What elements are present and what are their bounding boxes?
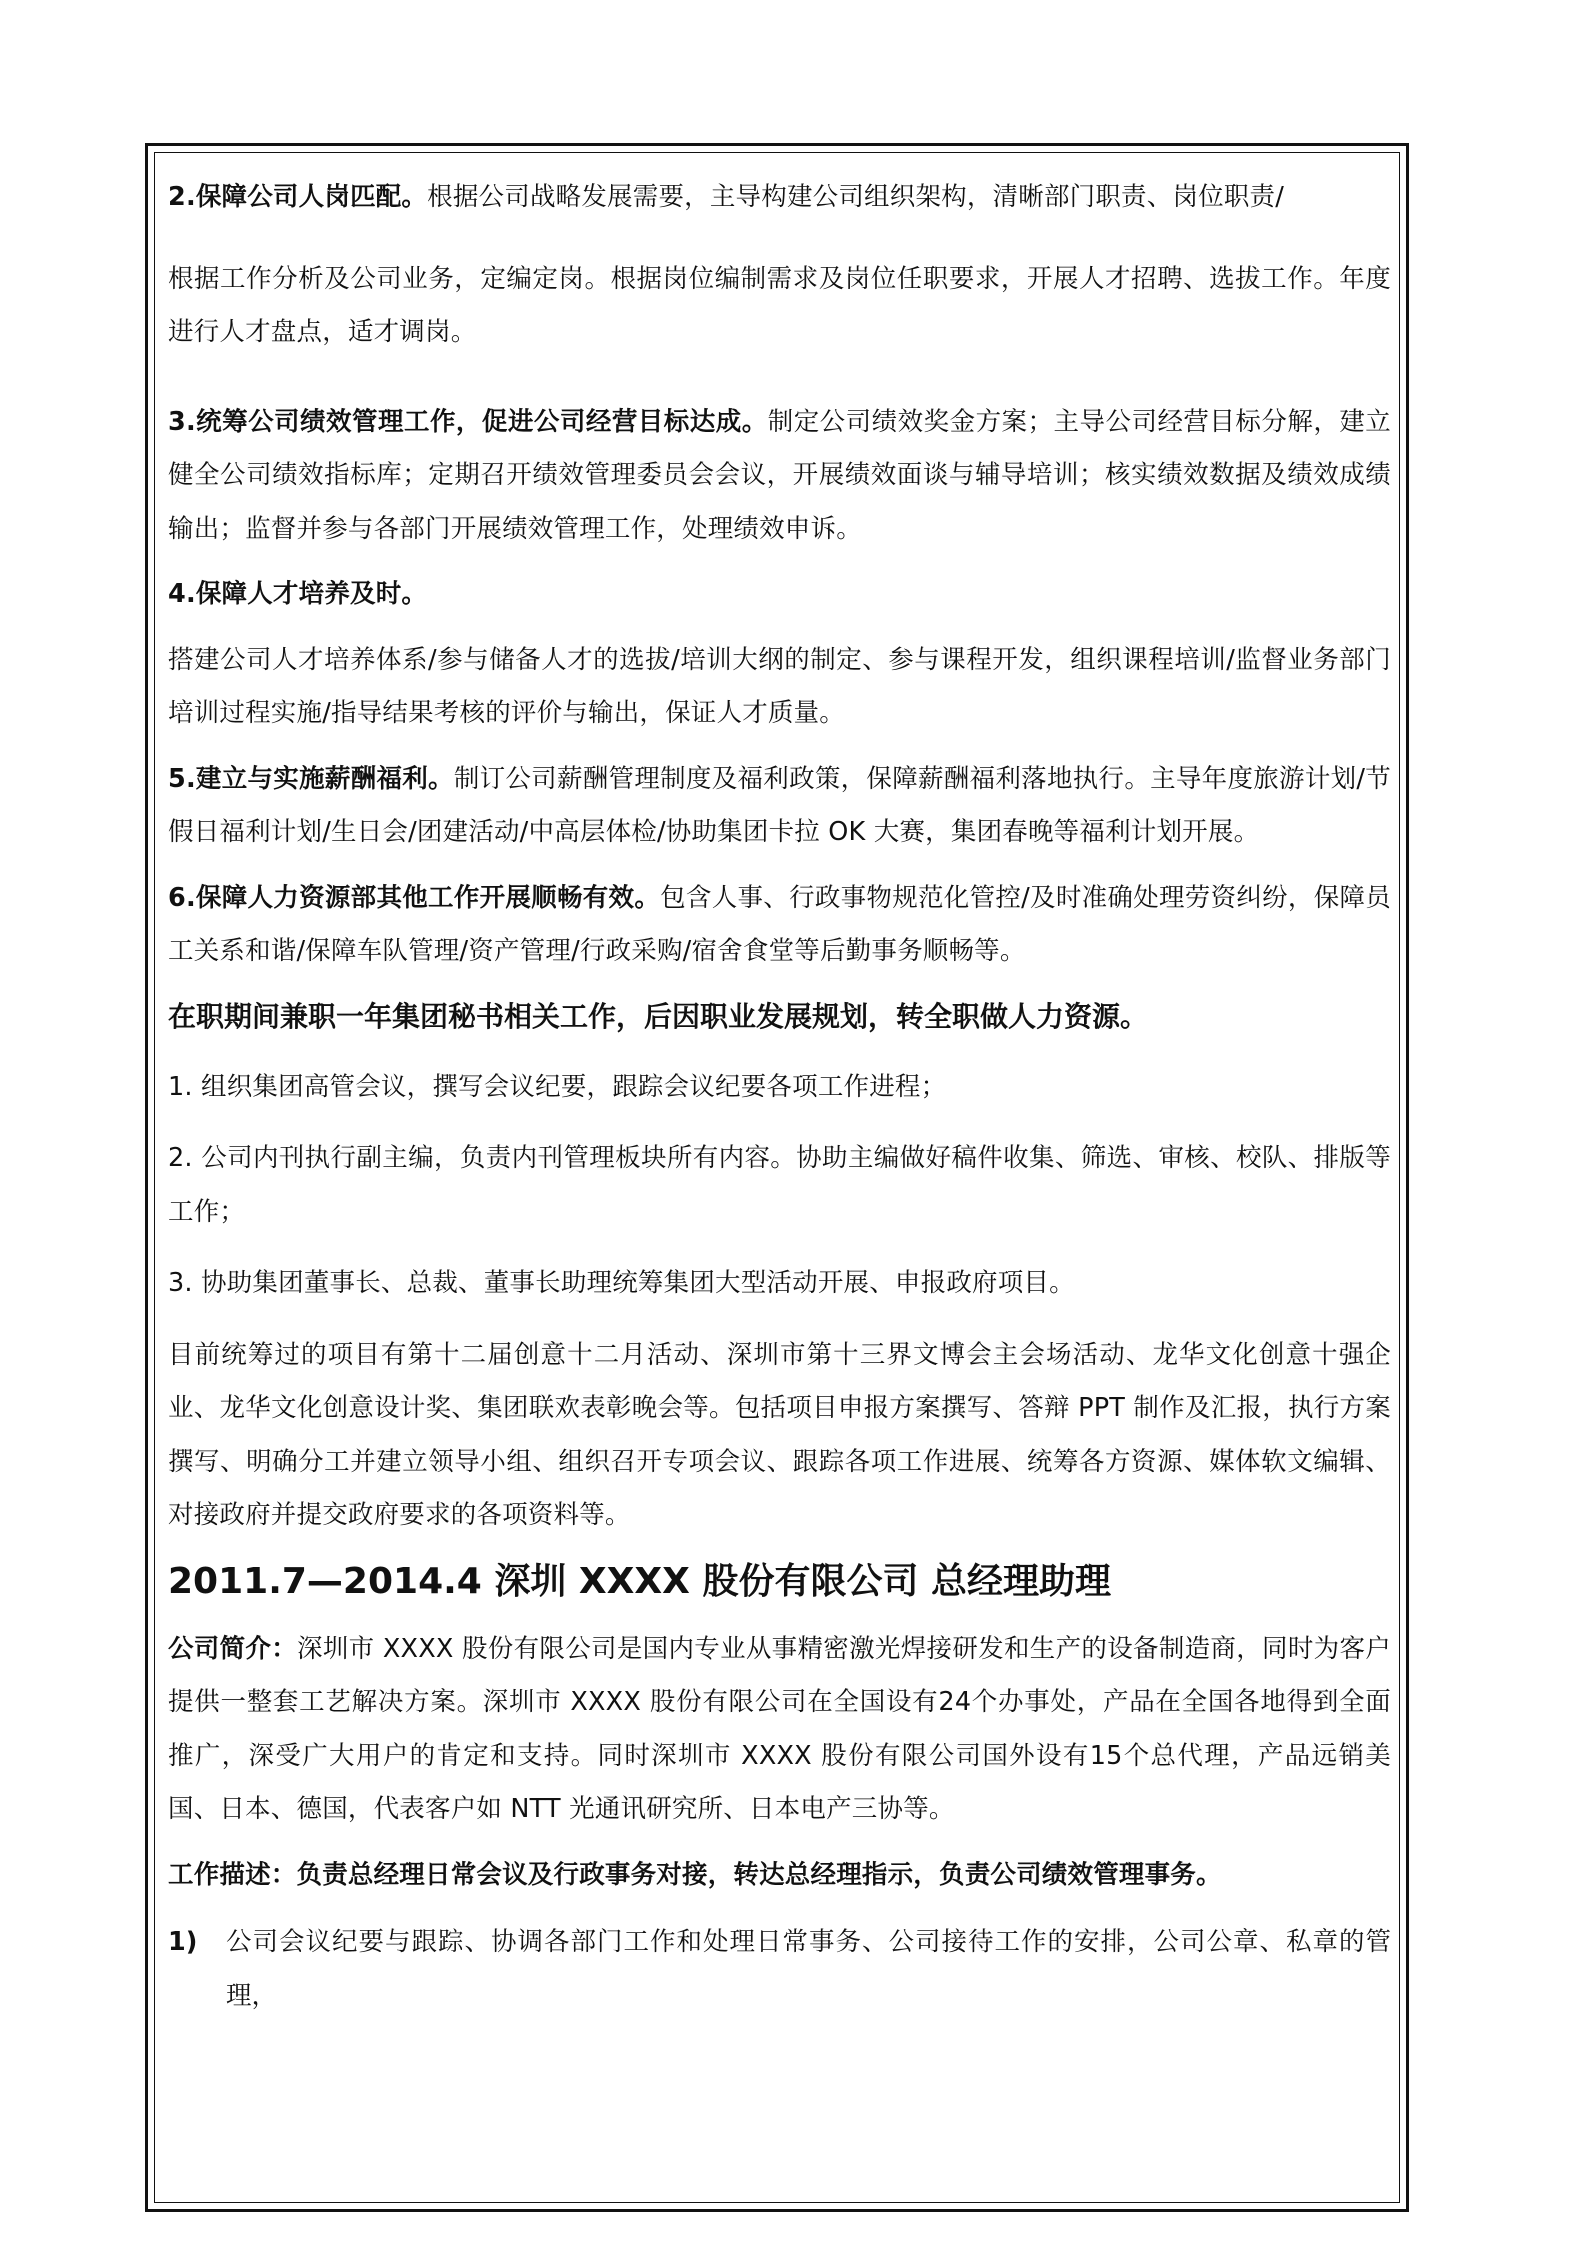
work-description: [168, 1849, 1391, 1903]
duty-paragraph-2-cont: 根据工作分析及公司业务，定编定岗。根据岗位编制需求及岗位任职要求，开展人才招聘、选拔工作。年度进行人才盘点，适才调岗。: [168, 263, 1391, 347]
company-intro-text: 深圳市 XXXX 股份有限公司是国内专业从事精密激光焊接研发和生产的设备制造商，同时为客户提供一整套工艺解决方案。深圳市 XXXX 股份有限公司在全国设有24个办事处，产品在全国各地得到全面推广，深受广大用户的肯定和支持。同时深圳市 XXXX 股份有限公司国外设有15个总代理，产品远销美国、日本、德国，代表客户如 NTT 光通讯研究所、日本电产三协等。: [168, 1633, 1391, 1824]
secretary-item-3: 3. 协助集团董事长、总裁、董事长助理统筹集团大型活动开展、申报政府项目。: [168, 1268, 1075, 1298]
secretary-headline: 在职期间兼职一年集团秘书相关工作，后因职业发展规划，转全职做人力资源。: [168, 999, 1149, 1033]
duty-text-5: 制订公司薪酬管理制度及福利政策，保障薪酬福利落地执行。主导年度旅游计划/节假日福利计划/生日会/团建活动/中高层体检/协助集团卡拉 OK 大赛，集团春晚等福利计划开展。: [168, 763, 1391, 847]
resume-content: [168, 171, 1391, 2023]
duty-text-2: 根据公司战略发展需要，主导构建公司组织架构，清晰部门职责、岗位职责/: [427, 182, 1285, 212]
duty-title-3: 3.统筹公司绩效管理工作，促进公司经营目标达成。: [168, 406, 768, 437]
company-intro-label: 公司简介：: [168, 1633, 298, 1664]
secretary-item-1: 1. 组织集团高管会议，撰写会议纪要，跟踪会议纪要各项工作进程；: [168, 1071, 947, 1102]
duty-paragraph-5: [168, 753, 1391, 860]
duty-list-item: [168, 1916, 1391, 2023]
projects-paragraph: 目前统筹过的项目有第十二届创意十二月活动、深圳市第十三界文博会主会场活动、龙华文化创意十强企业、龙华文化创意设计奖、集团联欢表彰晚会等。包括项目申报方案撰写、答辩 PPT 制作及汇报，执行方案撰写、明确分工并建立领导小组、组织召开专项会议、跟踪各项工作进展、统筹各方资源、媒体软文编辑、对接政府并提交政府要求的各项资料等。: [168, 1339, 1391, 1530]
duty-paragraph-2: [168, 171, 1391, 225]
duty-paragraph-4: 搭建公司人才培养体系/参与储备人才的选拔/培训大纲的制定、参与课程开发，组织课程培训/监督业务部门培训过程实施/指导结果考核的评价与输出，保证人才质量。: [168, 644, 1391, 728]
secretary-item-2: 2. 公司内刊执行副主编，负责内刊管理板块所有内容。协助主编做好稿件收集、筛选、审核、校队、排版等工作；: [168, 1143, 1391, 1227]
duty-list-number: 1): [168, 1927, 198, 1957]
duty-title-5: 5.建立与实施薪酬福利。: [168, 763, 454, 794]
duty-list-text: 公司会议纪要与跟踪、协调各部门工作和处理日常事务、公司接待工作的安排，公司公章、私章的管理，: [226, 1927, 1391, 2011]
duty-paragraph-6: [168, 872, 1391, 979]
duty-text-6: 包含人事、行政事物规范化管控/及时准确处理劳资纠纷，保障员工关系和谐/保障车队管理/资产管理/行政采购/宿舍食堂等后勤事务顺畅等。: [168, 882, 1391, 966]
duty-title-2: 2.保障公司人岗匹配。: [168, 182, 428, 212]
duty-title-6: 6.保障人力资源部其他工作开展顺畅有效。: [168, 882, 661, 913]
page-border-inner: [154, 152, 1400, 2203]
duty-title-4: [168, 568, 1391, 622]
work-description-text: 工作描述：负责总经理日常会议及行政事务对接，转达总经理指示，负责公司绩效管理事务。: [168, 1859, 1222, 1890]
page-border: [145, 143, 1409, 2212]
duty-title-4-text: 4.保障人才培养及时。: [168, 579, 428, 609]
duty-text-3: 制定公司绩效奖金方案；主导公司经营目标分解，建立健全公司绩效指标库；定期召开绩效管理委员会会议，开展绩效面谈与辅导培训；核实绩效数据及绩效成绩输出；监督并参与各部门开展绩效管理工作，处理绩效申诉。: [168, 406, 1391, 544]
company-intro: [168, 1623, 1391, 1837]
duty-paragraph-3: [168, 396, 1391, 557]
job-title: 2011.7—2014.4 深圳 XXXX 股份有限公司 总经理助理: [168, 1560, 1111, 1602]
